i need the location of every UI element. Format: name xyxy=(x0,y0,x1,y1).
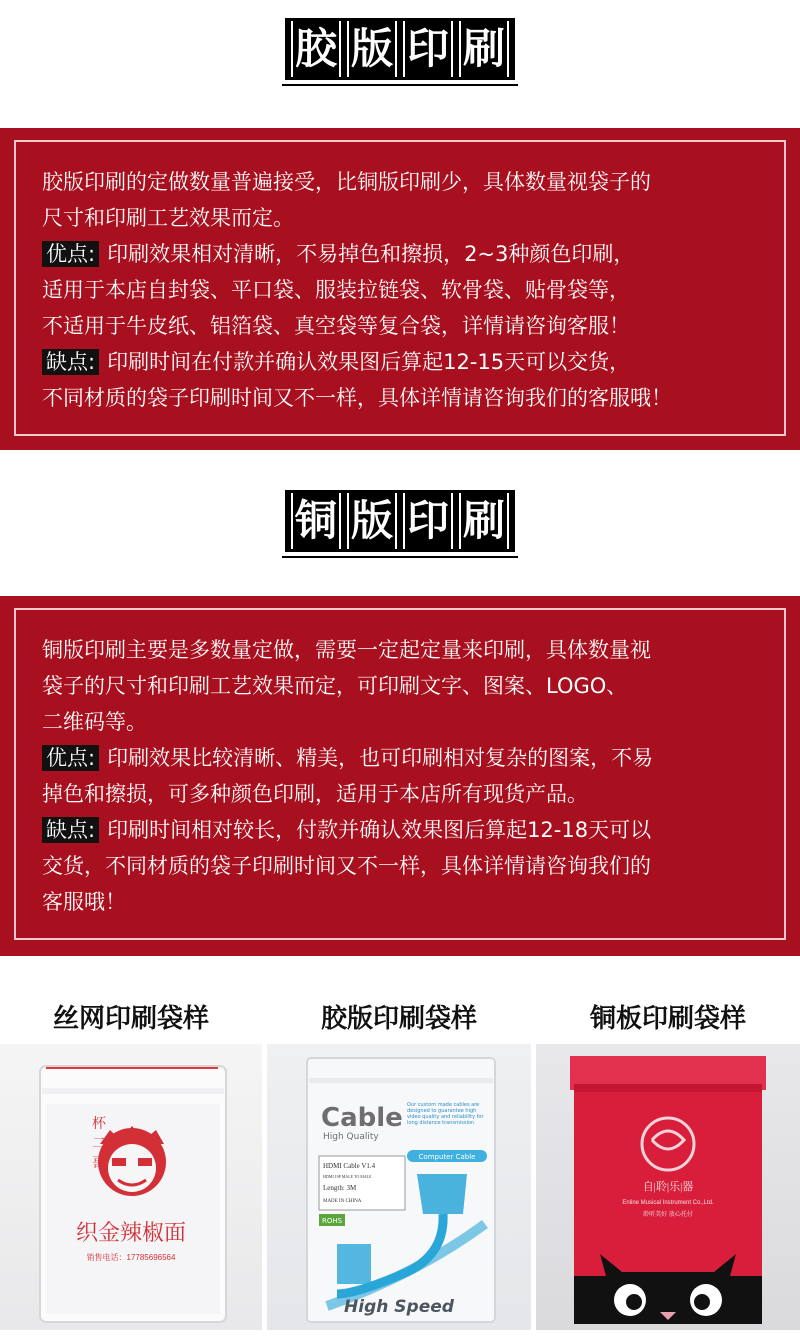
line-text: 印刷时间在付款并确认效果图后算起12-15天可以交货， xyxy=(107,350,631,374)
bag2-label-line-1: HDMI Cable V1.4 xyxy=(323,1162,376,1170)
text-line xyxy=(42,164,672,200)
bag3-slogan: 聆听美好 放心托付 xyxy=(643,1212,693,1218)
text-line xyxy=(42,848,653,884)
bag1-vertical-2: 二 xyxy=(92,1137,106,1152)
text-line xyxy=(42,308,672,344)
title-char: 印 xyxy=(403,493,453,549)
bag1-vertical-1: 杯 xyxy=(92,1117,106,1132)
title-char: 刷 xyxy=(459,493,509,549)
text-line xyxy=(42,776,653,812)
title-char: 版 xyxy=(347,493,397,549)
line-text: 胶版印刷的定做数量普遍接受，比铜版印刷少，具体数量视袋子的 xyxy=(42,170,651,194)
bag1-phone: 销售电话：17785696564 xyxy=(86,1253,176,1262)
section-1-title xyxy=(0,18,800,86)
cable-bag-image xyxy=(267,1044,531,1330)
text-line xyxy=(42,344,672,380)
text-line xyxy=(42,272,672,308)
bag3-company: Enline Musical Instrument Co.,Ltd. xyxy=(622,1200,714,1206)
samples-section xyxy=(0,992,800,1336)
section-2-text xyxy=(42,632,653,920)
line-text: 不同材质的袋子印刷时间又不一样，具体详情请咨询我们的客服哦！ xyxy=(42,386,672,410)
section-1-panel xyxy=(0,128,800,450)
line-text: 不适用于牛皮纸、铝箔袋、真空袋等复合袋，详情请咨询客服！ xyxy=(42,314,630,338)
bag2-subtitle: High Quality xyxy=(323,1132,379,1142)
text-line xyxy=(42,668,653,704)
red-bag-image xyxy=(536,1044,800,1330)
sample-label-offset: 胶版印刷袋样 xyxy=(320,1004,477,1034)
text-line xyxy=(42,632,653,668)
section-2-title xyxy=(0,490,800,558)
tag-badge: 优点: xyxy=(42,745,99,771)
text-line xyxy=(42,812,653,848)
section-2-panel xyxy=(0,596,800,956)
text-line xyxy=(42,704,653,740)
title-char: 刷 xyxy=(459,21,509,77)
bag1-product-name: 织金辣椒面 xyxy=(75,1220,187,1245)
offset-print-bag-photo xyxy=(267,1044,531,1330)
bag1-vertical-3: 哥 xyxy=(92,1157,106,1172)
text-line xyxy=(42,740,653,776)
text-line xyxy=(42,380,672,416)
bag2-label-line-4: MADE IN CHINA xyxy=(323,1199,362,1204)
line-text: 铜版印刷主要是多数量定做，需要一定起定量来印刷，具体数量视 xyxy=(42,638,651,662)
bag2-rohs: ROHS xyxy=(321,1217,343,1225)
copper-print-bag-photo xyxy=(536,1044,800,1330)
face-logo-icon xyxy=(98,1126,166,1196)
line-text: 印刷效果相对清晰，不易掉色和擦损，2~3种颜色印刷， xyxy=(107,242,635,266)
line-text: 袋子的尺寸和印刷工艺效果而定，可印刷文字、图案、LOGO、 xyxy=(42,674,628,698)
bag2-label-line-3: Length: 3M xyxy=(323,1184,357,1192)
text-line xyxy=(42,200,672,236)
screen-print-bag-photo xyxy=(0,1044,262,1330)
section-1-text xyxy=(42,164,672,416)
sample-label-copper: 铜板印刷袋样 xyxy=(589,1004,746,1034)
bag2-blurb: Our custom made cables are designed to guarantee high video quality and reliability for long distance transmission xyxy=(407,1102,484,1126)
title-underline xyxy=(282,556,518,558)
line-text: 尺寸和印刷工艺效果而定。 xyxy=(42,206,294,230)
tag-badge: 缺点: xyxy=(42,817,99,843)
sample-label-screen: 丝网印刷袋样 xyxy=(52,1004,209,1034)
tag-badge: 缺点: xyxy=(42,349,99,375)
bag2-brand: Cable xyxy=(321,1103,403,1133)
line-text: 二维码等。 xyxy=(42,710,147,734)
clear-bag-image xyxy=(0,1044,262,1330)
bag2-label-line-2: HDMI 19P MALE TO MALE xyxy=(323,1174,372,1179)
bag2-tag: Computer Cable xyxy=(418,1153,476,1161)
line-text: 掉色和擦损，可多种颜色印刷，适用于本店所有现货产品。 xyxy=(42,782,588,806)
title-char: 版 xyxy=(347,21,397,77)
line-text: 交货，不同材质的袋子印刷时间又不一样，具体详情请咨询我们的 xyxy=(42,854,651,878)
line-text: 客服哦！ xyxy=(42,890,126,914)
title-char: 铜 xyxy=(291,493,341,549)
title-char: 印 xyxy=(403,21,453,77)
tag-badge: 优点: xyxy=(42,241,99,267)
title-char: 胶 xyxy=(291,21,341,77)
text-line xyxy=(42,236,672,272)
text-line xyxy=(42,884,653,920)
bag2-footer: High Speed xyxy=(344,1297,454,1317)
line-text: 适用于本店自封袋、平口袋、服装拉链袋、软骨袋、贴骨袋等， xyxy=(42,278,630,302)
line-text: 印刷时间相对较长，付款并确认效果图后算起12-18天可以 xyxy=(107,818,652,842)
bag3-brand: 自|聆|乐|器 xyxy=(642,1181,694,1193)
title-underline xyxy=(282,84,518,86)
line-text: 印刷效果比较清晰、精美，也可印刷相对复杂的图案，不易 xyxy=(107,746,654,770)
